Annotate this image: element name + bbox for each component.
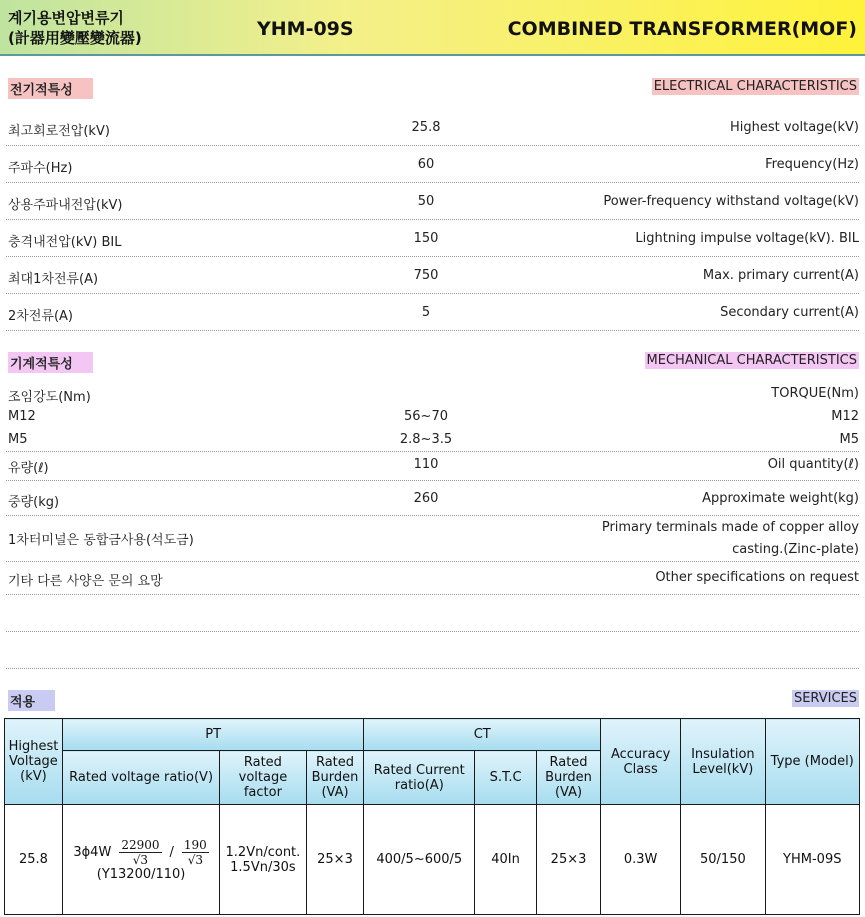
cell-accuracy: 0.3W [601, 805, 681, 915]
cell-ct-burden: 25×3 [537, 805, 601, 915]
factor-continuous: 1.2Vn/cont. [225, 844, 301, 860]
cell-insulation: 50/150 [681, 805, 765, 915]
spec-label-kr: 유량(ℓ) [8, 461, 49, 476]
fraction-denominator: √3 [187, 852, 203, 867]
spec-label-kr: 2차전류(A) [8, 309, 73, 324]
cell-current-ratio: 400/5~600/5 [364, 805, 475, 915]
fraction-secondary [182, 838, 209, 867]
header-pt-rated-burden: Rated Burden (VA) [306, 751, 364, 805]
factor-30s: 1.5Vn/30s [230, 859, 296, 875]
connection-type: 3ϕ4W [73, 844, 112, 860]
row-divider [6, 480, 859, 481]
spec-value: 260 [413, 491, 439, 506]
spec-label-en: Oil quantity(ℓ) [767, 457, 859, 472]
electrical-title-kr: 전기적특성 [8, 78, 93, 99]
row-divider [6, 561, 859, 562]
spec-value: 56~70 [404, 409, 448, 424]
spec-value: 5 [421, 305, 431, 320]
title-banner [0, 0, 865, 56]
fraction-denominator: √3 [132, 852, 149, 867]
spec-label-right: M12 [831, 409, 859, 424]
cell-rated-voltage-ratio [62, 805, 219, 915]
spec-label-kr: 주파수(Hz) [8, 161, 73, 176]
cell-pt-burden: 25×3 [306, 805, 364, 915]
row-divider [6, 515, 859, 516]
spec-label-en: Lightning impulse voltage(kV). BIL [635, 231, 859, 246]
header-highest-voltage: Highest Voltage (kV) [5, 719, 63, 805]
spec-label-kr: 중량(kg) [8, 495, 60, 510]
header-pt: PT [62, 719, 364, 751]
header-rated-voltage-ratio: Rated voltage ratio(V) [62, 751, 219, 805]
spec-value: 60 [417, 157, 435, 172]
mechanical-title-en: MECHANICAL CHARACTERISTICS [646, 353, 857, 368]
spec-value: 25.8 [411, 120, 441, 135]
spec-label-en: TORQUE(Nm) [771, 386, 859, 401]
spec-label-left: M12 [8, 409, 36, 424]
row-divider [6, 293, 859, 294]
header-ct: CT [364, 719, 601, 751]
cell-model: YHM-09S [765, 805, 859, 915]
spec-label-en: Power-frequency withstand voltage(kV) [603, 194, 859, 209]
spec-label-right: M5 [839, 432, 859, 447]
row-divider [6, 668, 859, 669]
fraction-numerator: 22900 [121, 837, 160, 852]
mechanical-title-kr: 기계적특성 [8, 352, 93, 373]
spec-value: 150 [413, 231, 439, 246]
spec-value: 110 [413, 457, 439, 472]
fraction-primary [119, 838, 161, 867]
spec-label-kr: 최고회로전압(kV) [8, 124, 110, 139]
spec-label-en: Secondary current(A) [720, 305, 859, 320]
row-divider [6, 631, 859, 632]
spec-value: 50 [417, 194, 435, 209]
header-accuracy-class: Accuracy Class [601, 719, 681, 805]
spec-label-en: Primary terminals made of copper alloy [601, 520, 859, 535]
electrical-title-en: ELECTRICAL CHARACTERISTICS [653, 79, 857, 94]
header-rated-current-ratio: Rated Current ratio(A) [364, 751, 475, 805]
cell-rated-voltage-factor [220, 805, 306, 915]
spec-value: 2.8~3.5 [399, 432, 453, 447]
banner-english-title: COMBINED TRANSFORMER(MOF) [507, 18, 857, 40]
row-divider [6, 145, 859, 146]
spec-label-en: Highest voltage(kV) [729, 120, 859, 135]
row-divider [6, 330, 859, 331]
cell-stc: 40In [475, 805, 537, 915]
services-table [4, 718, 860, 915]
row-divider [6, 182, 859, 183]
spec-label-en: casting.(Zinc-plate) [732, 542, 859, 557]
spec-value: 750 [413, 268, 439, 283]
spec-label-kr: 충격내전압(kV) BIL [8, 235, 122, 250]
spec-label-left: M5 [8, 432, 28, 447]
banner-korean-line2: (計器用變壓變流器) [8, 29, 142, 47]
header-type-model: Type (Model) [765, 719, 859, 805]
spec-label-en: Max. primary current(A) [702, 268, 859, 283]
row-divider [6, 256, 859, 257]
banner-korean-title [8, 8, 142, 48]
header-insulation-level: Insulation Level(kV) [681, 719, 765, 805]
header-rated-voltage-factor: Rated voltage factor [220, 751, 306, 805]
services-title-en: SERVICES [793, 691, 857, 706]
spec-label-en: Other specifications on request [655, 570, 859, 585]
cell-highest-voltage: 25.8 [5, 805, 63, 915]
spec-label-kr: 기타 다른 사양은 문의 요망 [8, 574, 163, 589]
banner-model: YHM-09S [257, 18, 354, 40]
spec-label-en: Frequency(Hz) [765, 157, 859, 172]
row-divider [6, 219, 859, 220]
spec-label-en: Approximate weight(kg) [702, 491, 859, 506]
spec-label-kr: 1차터미널은 동합금사용(석도금) [8, 533, 194, 548]
row-divider [6, 594, 859, 595]
fraction-numerator: 190 [183, 837, 207, 852]
spec-label-kr: 상용주파내전압(kV) [8, 198, 123, 213]
header-ct-rated-burden: Rated Burden (VA) [537, 751, 601, 805]
services-title-kr: 적용 [8, 690, 55, 711]
ratio-note: (Y13200/110) [96, 866, 186, 882]
fraction-slash: / [169, 844, 174, 860]
spec-label-kr: 최대1차전류(A) [8, 272, 99, 287]
banner-korean-line1: 계기용변압변류기 [8, 9, 124, 27]
row-divider [6, 451, 859, 452]
spec-label-kr: 조임강도(Nm) [8, 390, 91, 405]
header-stc: S.T.C [475, 751, 537, 805]
